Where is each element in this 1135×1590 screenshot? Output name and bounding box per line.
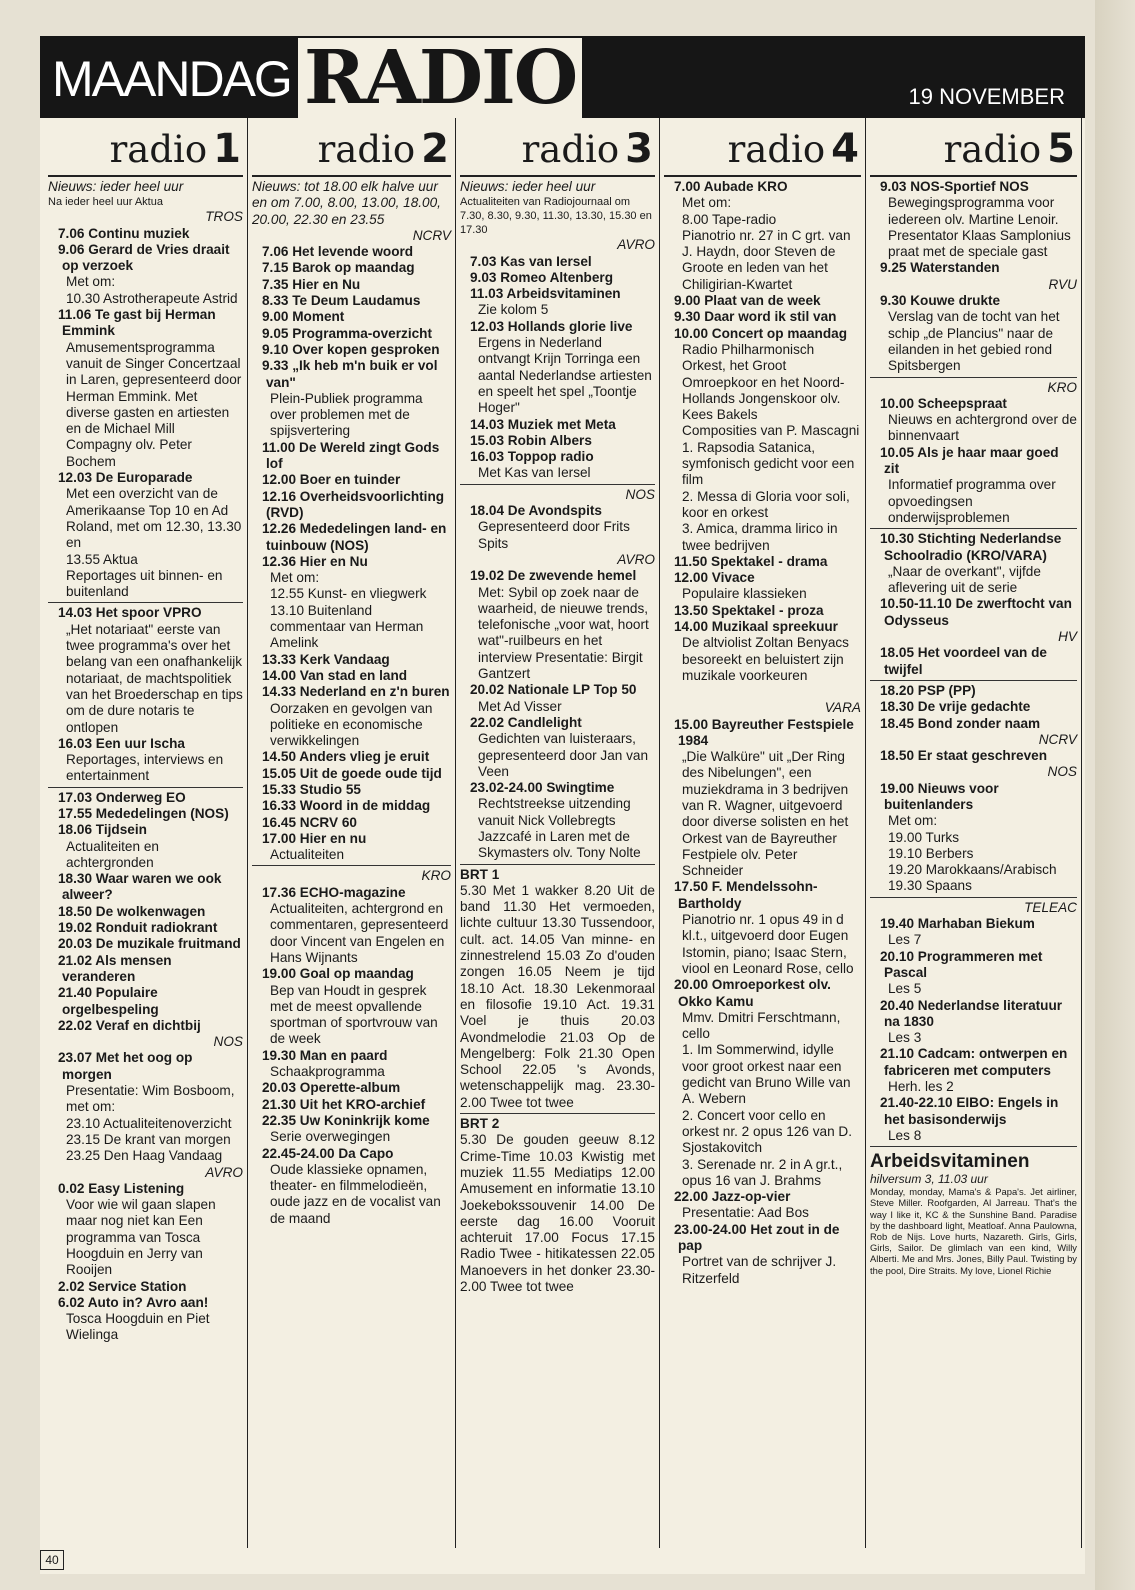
news-line: Nieuws: ieder heel uur bbox=[48, 179, 184, 194]
programme-title: 12.00 Boer en tuinder bbox=[262, 472, 401, 488]
programme-title: 15.03 Robin Albers bbox=[470, 432, 592, 448]
programme-description: 10.30 Astrotherapeute Astrid bbox=[66, 290, 238, 306]
programme-description: Bep van Houdt in gesprek met de meest opvallende sportman of sportvrouw van de week bbox=[270, 982, 438, 1047]
programme-title: 23.07 Met het oog op morgen bbox=[58, 1050, 193, 1082]
programme-description: Actualiteiten bbox=[270, 847, 345, 863]
programme-description: 19.30 Spaans bbox=[888, 878, 972, 894]
broadcaster-label: AVRO bbox=[617, 237, 655, 253]
broadcaster-label: TROS bbox=[205, 209, 243, 225]
news-line: Nieuws: tot 18.00 elk halve uur en om 7.00, 8.00, 13.00, 18.00, 20.00, 22.30 en 23.55 bbox=[252, 179, 441, 227]
programme-title: 9.33 „Ik heb m'n buik er vol van" bbox=[262, 358, 438, 390]
programme-description: 2. Messa di Gloria voor soli, koor en orkest bbox=[682, 488, 850, 520]
column-title bbox=[460, 124, 655, 175]
page-header bbox=[40, 35, 1085, 121]
programme-title: 12.36 Hier en Nu bbox=[262, 553, 368, 569]
programme-description: Met Kas van Iersel bbox=[478, 465, 591, 481]
programme-title: 22.02 Veraf en dichtbij bbox=[58, 1017, 201, 1033]
programme-description: Bewegingsprogramma voor iedereen olv. Martine Lenoir. Presentator Klaas Samplonius praat met de speciale gast bbox=[888, 195, 1071, 260]
programme-title: 16.33 Woord in de middag bbox=[262, 798, 431, 814]
programme-description: Oorzaken en gevolgen van politieke en economische verwikkelingen bbox=[270, 700, 433, 749]
column-title-number: 4 bbox=[831, 126, 859, 172]
programme-title: 6.02 Auto in? Avro aan! bbox=[58, 1294, 209, 1310]
feature-subtitle: hilversum 3, 11.03 uur bbox=[870, 1172, 988, 1187]
programme-title: 19.00 Goal op maandag bbox=[262, 966, 414, 982]
programme-description: 8.00 Tape-radio bbox=[682, 211, 777, 227]
programme-description: 19.10 Berbers bbox=[888, 845, 974, 861]
column-title-word: radio bbox=[727, 128, 826, 171]
programme-title: 22.00 Jazz-op-vier bbox=[674, 1189, 791, 1205]
feature-playlist: Monday, monday, Mama's & Papa's. Jet airliner, Steve Miller. Roofgarden, Al Jarreau. That's the way I like it, KC & the Sunshine Band. Paradise by the dashboard light, Meatloaf. Anna Paulowna, Rob de Nijs. Love hurts, Nazareth. Girls, Girls, Girls, Sailor. De glimlach van een kind, Willy Alberti. Me and Mrs. Jones, Billy Paul. Twisting by the pool, Dire Straits. My love, Lionel Richie bbox=[870, 1186, 1077, 1276]
programme-description: Reportages uit binnen- en buitenland bbox=[66, 567, 223, 600]
programme-description: Reportages, interviews en entertainment bbox=[66, 752, 224, 784]
programme-description: Amusementsprogramma vanuit de Singer Concertzaal in Laren, gepresenteerd door Herman Emmink. Met diverse gasten en artiesten en de Michael Mill Compagny olv. Peter Bochem bbox=[66, 339, 242, 469]
programme-title: 19.02 Ronduit radiokrant bbox=[58, 920, 218, 936]
programme-description: 1. Im Sommerwind, idylle voor groot orkest naar een gedicht van Bruno Wille van A. Webern bbox=[682, 1042, 851, 1107]
programme-description: Serie overwegingen bbox=[270, 1129, 391, 1145]
programme-title: 18.50 Er staat geschreven bbox=[880, 748, 1048, 764]
programme-title: 17.50 F. Mendelssohn-Bartholdy bbox=[674, 879, 818, 911]
programme-description: 2. Concert voor cello en orkest nr. 2 opus 126 van D. Sjostakovitch bbox=[682, 1107, 853, 1156]
programme-description: Composities van P. Mascagni bbox=[682, 423, 860, 439]
programme-title: 7.03 Kas van Iersel bbox=[470, 253, 592, 269]
feature-title: Arbeidsvitaminen bbox=[870, 1151, 1030, 1173]
programme-description: Rechtstreekse uitzending vanuit Nick Vollebregts Jazzcafé in Laren met de Skymasters olv. Tony Nolte bbox=[478, 796, 641, 861]
programme-title: 11.06 Te gast bij Herman Emmink bbox=[58, 307, 216, 339]
note-line: Actualiteiten van Radiojournaal om 7.30, 8.30, 9.30, 11.30, 13.30, 15.30 en 17.30 bbox=[460, 196, 652, 237]
programme-description: 3. Serenade nr. 2 in A gr.t., opus 16 van J. Brahms bbox=[682, 1156, 843, 1188]
programme-description: Zie kolom 5 bbox=[478, 302, 549, 318]
programme-title: 11.03 Arbeidsvitaminen bbox=[470, 286, 621, 302]
programme-description: 19.00 Turks bbox=[888, 829, 960, 845]
programme-title: 13.33 Kerk Vandaag bbox=[262, 651, 390, 667]
programme-description: Tosca Hoogduin en Piet Wielinga bbox=[66, 1311, 210, 1343]
programme-title: 19.40 Marhaban Biekum bbox=[880, 916, 1035, 932]
programme-description: „Naar de overkant", vijfde aflevering uit de serie bbox=[888, 563, 1041, 596]
programme-title: 19.00 Nieuws voor buitenlanders bbox=[880, 780, 999, 812]
programme-description: Herh. les 2 bbox=[888, 1079, 954, 1095]
programme-title: 14.00 Muzikaal spreekuur bbox=[674, 619, 838, 635]
programme-title: 10.00 Scheepspraat bbox=[880, 395, 1007, 411]
programme-title: 17.03 Onderweg EO bbox=[58, 789, 186, 805]
separator-line bbox=[460, 864, 655, 865]
programme-description: „Die Walküre" uit „Der Ring des Nibelungen", een muziekdrama in 3 bedrijven van R. Wagner, uitgevoerd door diverse solisten en het Orkest van de Bayreuther Festpiele olv. Peter Schneider bbox=[682, 749, 849, 879]
programme-title: 7.35 Hier en Nu bbox=[262, 276, 361, 292]
broadcaster-label: KRO bbox=[421, 868, 451, 884]
note-line: Na ieder heel uur Aktua bbox=[48, 196, 163, 209]
programme-title: 14.03 Het spoor VPRO bbox=[58, 605, 202, 621]
programme-description: Nieuws en achtergrond over de binnenvaart bbox=[888, 412, 1077, 444]
programme-title: 21.30 Uit het KRO-archief bbox=[262, 1096, 426, 1112]
column-title bbox=[664, 124, 861, 175]
programme-description: 1. Rapsodia Satanica, symfonisch gedicht voor een film bbox=[682, 439, 855, 488]
broadcaster-label: TELEAC bbox=[1024, 899, 1077, 915]
programme-title: 21.40 Populaire orgelbespeling bbox=[58, 985, 159, 1017]
programme-description: Schaakprogramma bbox=[270, 1064, 385, 1080]
programme-description: Les 7 bbox=[888, 932, 922, 948]
programme-description: Les 5 bbox=[888, 981, 922, 997]
column-title-number: 1 bbox=[213, 126, 241, 172]
column-rule bbox=[870, 175, 1077, 177]
column-rule bbox=[664, 175, 861, 177]
programme-title: 11.50 Spektakel - drama bbox=[674, 553, 828, 569]
separator-line bbox=[870, 680, 1077, 681]
programme-title: 16.03 Toppop radio bbox=[470, 449, 594, 465]
separator-line bbox=[48, 602, 243, 603]
programme-description: De altviolist Zoltan Benyacs besoreekt en beluistert zijn muzikale voorkeuren bbox=[682, 635, 849, 683]
broadcaster-label: KRO bbox=[1047, 379, 1077, 395]
programme-description: Met om: bbox=[66, 274, 116, 290]
programme-title: 12.03 De Europarade bbox=[58, 470, 193, 486]
column-title-word: radio bbox=[521, 128, 620, 171]
programme-description: Voor wie wil gaan slapen maar nog niet kan Een programma van Tosca Hoogduin en Jerry van Rooijen bbox=[66, 1197, 216, 1278]
programme-description: Les 3 bbox=[888, 1030, 922, 1046]
programme-title: 9.25 Waterstanden bbox=[880, 260, 1000, 276]
programme-description: Portret van de schrijver J. Ritzerfeld bbox=[682, 1254, 837, 1286]
programme-title: 14.00 Van stad en land bbox=[262, 667, 408, 683]
programme-title: 10.05 Als je haar maar goed zit bbox=[880, 444, 1059, 477]
programme-description: Informatief programma over opvoedingsen onderwijsproblemen bbox=[888, 477, 1056, 525]
programme-description: Pianotrio nr. 1 opus 49 in d kl.t., uitgevoerd door Eugen Istomin, piano; Isaac Stern, viool en Leonard Rose, cello bbox=[682, 912, 854, 976]
programme-title: 7.15 Barok op maandag bbox=[262, 260, 415, 276]
programme-description: Presentatie: Aad Bos bbox=[682, 1205, 809, 1221]
programme-title: 15.33 Studio 55 bbox=[262, 781, 361, 797]
programme-title: 7.06 Continu muziek bbox=[58, 225, 190, 241]
separator-line bbox=[252, 865, 451, 866]
broadcaster-label: VARA bbox=[824, 700, 861, 716]
column-title-number: 3 bbox=[625, 126, 653, 172]
column-title bbox=[252, 124, 451, 175]
programme-title: 7.00 Aubade KRO bbox=[674, 179, 788, 194]
separator-line bbox=[460, 1113, 655, 1114]
programme-title: 16.03 Een uur Ischa bbox=[58, 735, 185, 751]
programme-title: 14.50 Anders vlieg je eruit bbox=[262, 749, 430, 765]
broadcaster-label: AVRO bbox=[617, 551, 655, 567]
programme-description: Populaire klassieken bbox=[682, 586, 807, 602]
programme-description: Actualiteiten en achtergronden bbox=[66, 838, 159, 870]
programme-title: 17.00 Hier en nu bbox=[262, 830, 367, 846]
programme-description: Met om: bbox=[270, 570, 320, 586]
programme-title: 23.00-24.00 Het zout in de pap bbox=[674, 1221, 840, 1253]
programme-title: 12.00 Vivace bbox=[674, 570, 755, 586]
separator-line bbox=[460, 484, 655, 485]
column-title bbox=[870, 124, 1077, 175]
header-title: RADIO bbox=[298, 38, 582, 118]
programme-title: 22.45-24.00 Da Capo bbox=[262, 1145, 394, 1161]
programme-title: 20.10 Programmeren met Pascal bbox=[880, 948, 1043, 980]
programme-description: 13.10 Buitenland commentaar van Herman Amelink bbox=[270, 602, 424, 651]
programme-description: 23.25 Den Haag Vandaag bbox=[66, 1148, 223, 1164]
separator-line bbox=[870, 1146, 1077, 1147]
programme-title: 21.40-22.10 EIBO: Engels in het basisonderwijs bbox=[880, 1095, 1059, 1127]
programme-title: 18.05 Het voordeel van de twijfel bbox=[880, 645, 1047, 677]
broadcaster-label: NOS bbox=[625, 486, 655, 502]
programme-description: Met om: bbox=[888, 813, 938, 829]
programme-description: „Het notariaat" eerste van twee programma's over het belang van een onafhankelijk notariaat, de machtspolitiek van het Broederschap en tips om de dure notaris te ontlopen bbox=[66, 621, 243, 735]
page-number: 40 bbox=[40, 1550, 64, 1570]
broadcaster-label: RVU bbox=[1048, 276, 1077, 292]
brt-schedule: 5.30 De gouden geeuw 8.12 Crime-Time 10.03 Kwistig met muziek 11.55 Mediatips 12.00 Amusement en informatie 13.10 Joekebokssouvenir 14.00 De eerste dag 16.00 Vooruit achteruit 17.00 Focus 17.15 Radio Twee - hitikatessen 22.05 Manoevers in het donker 23.30-2.00 Twee tot twee bbox=[460, 1132, 655, 1294]
column-radio-2 bbox=[248, 118, 456, 1548]
programme-title: 18.04 De Avondspits bbox=[470, 503, 602, 519]
programme-description: Met een overzicht van de Amerikaanse Top 10 en Ad Roland, met om 12.30, 13.30 en bbox=[66, 486, 242, 551]
programme-title: 13.50 Spektakel - proza bbox=[674, 602, 824, 618]
separator-line bbox=[48, 787, 243, 788]
programme-description: Gedichten van luisteraars, gepresenteerd door Jan van Veen bbox=[478, 731, 649, 779]
programme-title: 10.30 Stichting Nederlandse Schoolradio (KRO/VARA) bbox=[880, 531, 1062, 563]
programme-title: 15.05 Uit de goede oude tijd bbox=[262, 765, 442, 781]
broadcaster-label: HV bbox=[1058, 629, 1077, 645]
column-title-number: 2 bbox=[421, 126, 449, 172]
programme-title: 9.03 Romeo Altenberg bbox=[470, 269, 614, 285]
programme-description: Presentatie: Wim Bosboom, met om: bbox=[66, 1083, 235, 1115]
programme-title: 18.06 Tijdsein bbox=[58, 822, 147, 838]
column-title-word: radio bbox=[109, 128, 208, 171]
programme-title: 18.30 De vrije gedachte bbox=[880, 699, 1031, 715]
programme-description: 3. Amica, dramma lirico in twee bedrijven bbox=[682, 521, 838, 553]
programme-title: 8.33 Te Deum Laudamus bbox=[262, 293, 421, 309]
programme-description: Plein-Publiek programma over problemen met de spijsvertering bbox=[270, 390, 423, 439]
separator-line bbox=[870, 377, 1077, 378]
programme-title: 12.26 Mededelingen land- en tuinbouw (NOS) bbox=[262, 521, 447, 553]
column-rule bbox=[460, 175, 655, 177]
programme-description: Met Ad Visser bbox=[478, 698, 562, 714]
programme-description: Mmv. Dmitri Ferschtmann, cello bbox=[682, 1009, 841, 1042]
programme-title: 18.30 Waar waren we ook alweer? bbox=[58, 871, 222, 903]
programme-title: 21.02 Als mensen veranderen bbox=[58, 952, 172, 984]
brt-heading: BRT 2 bbox=[460, 1116, 500, 1132]
broadcaster-label: AVRO bbox=[205, 1164, 243, 1180]
programme-description: 23.15 De krant van morgen bbox=[66, 1131, 231, 1147]
programme-description: Ergens in Nederland ontvangt Krijn Torringa een aantal Nederlandse artiesten en speelt het spel „Toontje Hoger" bbox=[478, 335, 652, 416]
programme-title: 22.35 Uw Koninkrijk kome bbox=[262, 1112, 430, 1128]
spacer bbox=[664, 684, 861, 700]
programme-title: 10.50-11.10 De zwerftocht van Odysseus bbox=[880, 596, 1072, 628]
programme-title: 15.00 Bayreuther Festspiele 1984 bbox=[674, 716, 854, 748]
programme-description: 12.55 Kunst- en vliegwerk bbox=[270, 586, 427, 602]
programme-description: Met: Sybil op zoek naar de waarheid, de nieuwe trends, telefonische „voor wat, hoort wat"-ruilbeurs en het interview Presentatie: Birgit Gantzert bbox=[478, 584, 649, 682]
programme-title: 17.36 ECHO-magazine bbox=[262, 884, 406, 900]
column-title-word: radio bbox=[317, 128, 416, 171]
programme-description: 23.10 Actualiteitenoverzicht bbox=[66, 1115, 232, 1131]
programme-title: 14.33 Nederland en z'n buren bbox=[262, 684, 450, 700]
programme-description: Gepresenteerd door Frits Spits bbox=[478, 519, 630, 551]
programme-description: 13.55 Aktua bbox=[66, 551, 138, 567]
separator-line bbox=[870, 528, 1077, 529]
programme-title: 12.03 Hollands glorie live bbox=[470, 318, 633, 334]
programme-description: Radio Philharmonisch Orkest, het Groot Omroepkoor en het Noord-Hollands Jongenskoor olv. Kees Bakels bbox=[682, 341, 845, 423]
programme-title: 9.05 Programma-overzicht bbox=[262, 325, 432, 341]
page-spine bbox=[1095, 0, 1135, 1590]
programme-title: 18.45 Bond zonder naam bbox=[880, 715, 1041, 731]
column-title-word: radio bbox=[943, 128, 1042, 171]
programme-description: Actualiteiten, achtergrond en commentaren, gepresenteerd door Vincent van Engelen en Hans Wijnants bbox=[270, 901, 449, 965]
programme-title: 9.10 Over kopen gesproken bbox=[262, 341, 440, 357]
programme-title: 17.55 Mededelingen (NOS) bbox=[58, 805, 229, 821]
programme-title: 9.30 Daar word ik stil van bbox=[674, 309, 837, 325]
programme-title: 14.03 Muziek met Meta bbox=[470, 416, 616, 432]
column-title bbox=[48, 124, 243, 175]
broadcaster-label: NCRV bbox=[412, 227, 451, 243]
programme-title: 2.02 Service Station bbox=[58, 1278, 187, 1294]
programme-description: Oude klassieke opnamen, theater- en filmmelodieën, oude jazz en de vocalist van de maand bbox=[270, 1161, 441, 1226]
column-radio-1 bbox=[44, 118, 248, 1548]
programme-title: 18.50 De wolkenwagen bbox=[58, 903, 206, 919]
programme-title: 21.10 Cadcam: ontwerpen en fabriceren met computers bbox=[880, 1046, 1068, 1078]
programme-title: 18.20 PSP (PP) bbox=[880, 682, 976, 698]
programme-title: 7.06 Het levende woord bbox=[262, 244, 414, 260]
programme-title: 16.45 NCRV 60 bbox=[262, 814, 357, 830]
programme-title: 9.00 Moment bbox=[262, 309, 345, 325]
broadcaster-label: NOS bbox=[1047, 764, 1077, 780]
programme-title: 10.00 Concert op maandag bbox=[674, 325, 847, 341]
programme-title: 23.02-24.00 Swingtime bbox=[470, 780, 615, 796]
separator-line bbox=[870, 897, 1077, 898]
programme-title: 19.30 Man en paard bbox=[262, 1047, 388, 1063]
column-title-number: 5 bbox=[1047, 126, 1075, 172]
header-date: 19 NOVEMBER bbox=[908, 84, 1065, 109]
programme-title: 20.03 De muzikale fruitmand bbox=[58, 936, 241, 952]
programme-title: 9.03 NOS-Sportief NOS bbox=[880, 179, 1029, 194]
programme-title: 19.02 De zwevende hemel bbox=[470, 568, 637, 584]
programme-title: 20.03 Operette-album bbox=[262, 1080, 401, 1096]
programme-title: 11.00 De Wereld zingt Gods lof bbox=[262, 439, 440, 472]
programme-title: 20.00 Omroeporkest olv. Okko Kamu bbox=[674, 977, 831, 1009]
column-radio-3 bbox=[456, 118, 660, 1548]
column-rule bbox=[48, 175, 243, 177]
column-rule bbox=[252, 175, 451, 177]
news-line: Nieuws: ieder heel uur bbox=[460, 179, 596, 194]
programme-description: Verslag van de tocht van het schip „de Plancius" naar de eilanden in het gebied rond Spitsbergen bbox=[888, 309, 1060, 374]
programme-description: Pianotrio nr. 27 in C grt. van J. Haydn, door Steven de Groote en leden van het Chiligirian-Kwartet bbox=[682, 227, 851, 292]
programme-title: 22.02 Candlelight bbox=[470, 714, 582, 730]
programme-title: 9.30 Kouwe drukte bbox=[880, 293, 1001, 309]
programme-title: 20.02 Nationale LP Top 50 bbox=[470, 682, 637, 698]
programme-title: 9.00 Plaat van de week bbox=[674, 293, 821, 309]
programme-title: 12.16 Overheidsvoorlichting (RVD) bbox=[262, 488, 445, 520]
column-radio-4 bbox=[660, 118, 866, 1548]
header-day: MAANDAG bbox=[52, 51, 291, 107]
programme-title: 0.02 Easy Listening bbox=[58, 1180, 185, 1196]
broadcaster-label: NCRV bbox=[1038, 731, 1077, 747]
programme-title: 9.06 Gerard de Vries draait op verzoek bbox=[58, 241, 230, 274]
brt-schedule: 5.30 Met 1 wakker 8.20 Uit de band 11.30 Het vermoeden, lichte cultuur 13.30 Tussendoor, cult. act. 14.05 Van minne- en zinnestrelend 15.03 Zo d'ouden zongen 16.05 Neem je tijd 18.10 Act. 18.30 Lekenmoraal en filosofie 19.10 Act. 19.31 Voel je thuis 20.03 Avondmelodie 21.03 Op de Mengelberg: Folk 21.30 Open School 22.05 's Avonds, wetenschappelijk mag. 23.30-2.00 Twee tot twee bbox=[460, 882, 655, 1110]
column-radio-5 bbox=[866, 118, 1082, 1548]
broadcaster-label: NOS bbox=[213, 1034, 243, 1050]
programme-description: 19.20 Marokkaans/Arabisch bbox=[888, 862, 1057, 878]
programme-description: Les 8 bbox=[888, 1127, 922, 1143]
brt-heading: BRT 1 bbox=[460, 866, 500, 882]
programme-description: Met om: bbox=[682, 195, 732, 211]
programme-title: 20.40 Nederlandse literatuur na 1830 bbox=[880, 997, 1063, 1029]
